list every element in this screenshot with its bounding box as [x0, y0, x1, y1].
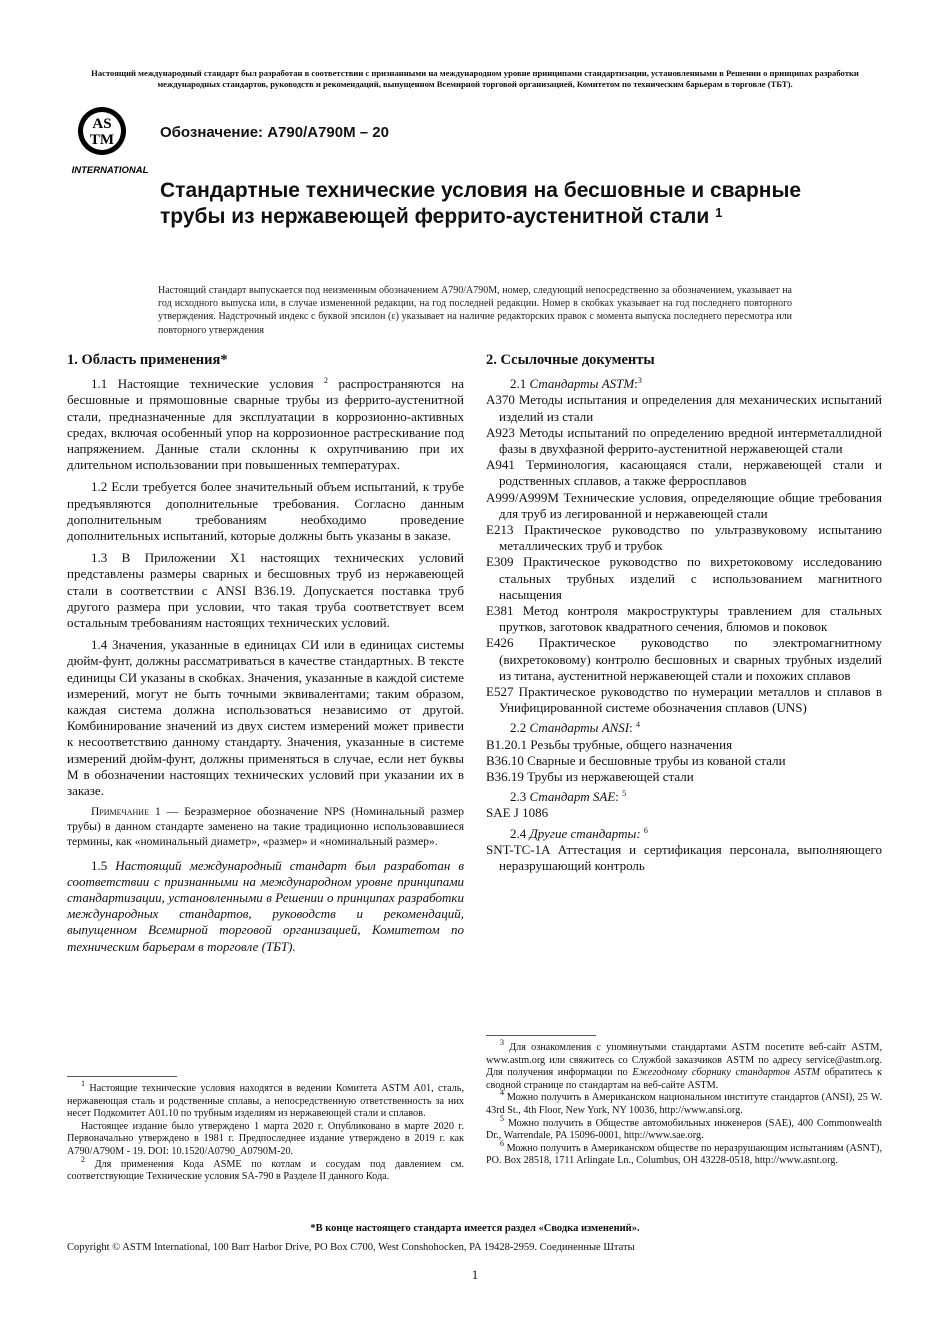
footnote-4	[486, 1088, 882, 1117]
paragraph-1-5	[67, 858, 464, 955]
subsection-sae-title: Стандарт SAE	[529, 789, 616, 805]
note-1	[67, 805, 464, 849]
ansi-reference-list	[486, 737, 882, 786]
issuance-statement: Настоящий стандарт выпускается под неизменным обозначением A790/A790M, номер, следующий непосредственно за обозначением, указывает на год исходного выпуска или, в случае измененной редакции, на год последней редакции. Номер в скобках указывает на год последнего повторного утверждения. Надстрочный индекс с буквой эпсилон (ε) указывает на наличие редакторских правок с момента выпуска последнего пересмотра или повторного утверждения	[158, 285, 792, 336]
subsection-ansi-number: 2.2	[510, 720, 530, 736]
footnote-2-number: 2	[81, 1154, 85, 1164]
section-1-heading: 1. Область применения*	[67, 352, 228, 368]
reference-item: A370 Методы испытания и определения для механических испытаний изделий из стали	[486, 392, 882, 424]
right-column	[486, 352, 882, 874]
subsection-astm: 2.1 Стандарты ASTM:$^3$	[510, 376, 642, 392]
development-notice: Настоящий международный стандарт был разработан в соответствии с признанными на международном уровне принципами стандартизации, установленными в Решении о принципах разработки международных стандартов, руководств и рекомендаций, выпущенном Всемирной торговой организацией, Комитетом по техническим барьерам в торговле (ТБТ).	[91, 68, 859, 89]
subsection-astm-number: 2.1	[510, 376, 530, 392]
footnote-4-number: 4	[500, 1088, 504, 1098]
subsection-sae: 2.3 Стандарт SAE: $^5$	[510, 789, 627, 805]
paragraph-1-1-rest: распространяются на бесшовные и прямошовные сварные трубы из феррито-аустенитной стали, предназначенные для эксплуатации в коррозионно-активных средах, включая особенный упор на коррозионное растрескивание под напряжением. Данные стали склонны к охрупчиванию при их длительном использовании при повышенных температурах.	[67, 376, 464, 473]
reference-item: B36.19 Трубы из нержавеющей стали	[486, 769, 694, 785]
footnote-5-number: 5	[500, 1113, 504, 1123]
svg-text:TM: TM	[89, 132, 115, 148]
subsection-other	[486, 826, 882, 842]
note-text: — Безразмерное обозначение NPS (Номинальный размер трубы) в данном стандарте заменено на такие традиционно использовавшиеся термины, как «номинальный диаметр», «размер» и «номинальный размер».	[67, 806, 464, 848]
reference-item: SAE J 1086	[486, 805, 549, 821]
reference-item: SNT-TC-1A Аттестация и сертификация персонала, выполняющего неразрушающий контроль	[486, 841, 882, 874]
footnote-3-number: 3	[500, 1038, 504, 1047]
footnote-ref-6: 6	[643, 825, 648, 835]
copyright: Copyright © ASTM International, 100 Barr Harbor Drive, PO Box C700, West Conshohocken, PA 19428-2959. Соединенные Штаты	[67, 1242, 635, 1253]
reference-item: A999/A999M Технические условия, определяющие общие требования для труб из легированной и нержавеющей стали	[486, 489, 882, 521]
reference-item: E381 Метод контроля макроструктуры травлением для стальных прутков, заготовок квадратного сечения, блюмов и поковок	[486, 603, 882, 635]
footnote-ref-5: 5	[622, 789, 627, 799]
section-2-heading: 2. Ссылочные документы	[486, 352, 655, 368]
footnote-5	[486, 1113, 882, 1143]
page-number: 1	[471, 1267, 479, 1282]
footnote-4-text: Можно получить в Американском национальном институте стандартов (ANSI), 25 W. 43rd St., 4th Floor, New York, NY 10036, http://www.ansi.org.	[486, 1092, 882, 1116]
reference-item: B36.10 Сварные и бесшовные трубы из кованой стали	[486, 752, 786, 768]
astm-reference-list	[486, 392, 882, 716]
paragraph-1-3: 1.3 В Приложении X1 настоящих технических условий представлены размеры сварных и бесшовных труб из нержавеющей стали в соответствии с ANSI B36.19. Допускается поставка труб другого размера при условии, что такая труба соответствует всем остальным требованиям настоящих технических условий.	[67, 550, 464, 631]
reference-item: A941 Терминология, касающаяся стали, нержавеющей стали и родственных сплавов, а также ферросплавов	[486, 457, 882, 489]
footnote-6-text: Можно получить в Американском обществе по неразрушающим испытаниям (ASNT), PO. Box 28518, 1711 Arlingate Ln., Columbus, OH 43228-0518, http://www.asnt.org.	[486, 1142, 882, 1167]
footnotes-right	[486, 1035, 882, 1168]
title-text: Стандартные технические условия на бесшовные и сварные трубы из нержавеющей феррито-аустенитной стали	[160, 179, 802, 228]
footnote-1-edition: Настоящее издание было утверждено 1 марта 2020 г. Опубликовано в марте 2020 г. Первоначально утверждено в 1981 г. Предпоследнее издание утверждено в 2019 г. как A790/A790M - 19. DOI: 10.1520/A0790_A0790M-20.	[67, 1120, 464, 1157]
astm-logo-icon	[66, 104, 152, 176]
document-title	[160, 178, 860, 230]
footnote-ref-2: 2	[324, 376, 329, 386]
note-label: Примечание 1	[91, 806, 161, 819]
footnote-6-number: 6	[500, 1138, 504, 1148]
footnote-ref-3: 3	[637, 376, 642, 386]
footnote-1	[67, 1079, 464, 1121]
reference-item: E426 Практическое руководство по электромагнитному (вихретоковому) контролю бесшовных и сварных трубных изделий из титана, аустенитной нержавеющей стали и похожих сплавов	[486, 635, 882, 683]
paragraph-1-1-start: 1.1 Настоящие технические условия	[91, 376, 314, 392]
footnote-3-text-start: Для ознакомления с упомянутыми стандартами ASTM посетите веб-сайт ASTM, www.astm.org или свяжитесь со Службой заказчиков ASTM по адресу service@astm.org. Для получения информации по	[486, 1042, 882, 1079]
footnote-3	[486, 1038, 882, 1092]
footnote-2	[67, 1154, 464, 1184]
reference-item: B1.20.1 Резьбы трубные, общего назначения	[486, 736, 733, 752]
footnote-divider	[486, 1035, 596, 1036]
paragraph-1-5-text: Настоящий международный стандарт был разработан в соответствии с признанными на международном уровне принципами стандартизации, установленными в Решении о принципах разработки международных стандартов, руководств и рекомендаций, выпущенном Всемирной торговой организацией, Комитетом по техническим барьерам в торговле (ТБТ).	[67, 857, 465, 954]
footnote-2-text: Для применения Кода ASME по котлам и сосудам под давлением см. соответствующие Технические условия SA-790 в Разделе II данного Кода.	[67, 1158, 464, 1183]
reference-item: E309 Практическое руководство по вихретоковому исследованию стальных трубных изделий с использованием магнитного насыщения	[486, 554, 882, 602]
title-footnote-ref: 1	[715, 205, 723, 220]
subsection-astm-title: Стандарты ASTM	[529, 376, 635, 392]
subsection-ansi-title: Стандарты ANSI	[529, 720, 630, 736]
svg-text:AS: AS	[92, 116, 112, 132]
subsection-ansi: 2.2 Стандарты ANSI: $^4$	[510, 720, 641, 736]
paragraph-1-1	[67, 376, 464, 473]
footnote-divider	[67, 1076, 177, 1077]
footnote-1-number: 1	[81, 1079, 85, 1088]
footnote-3-italic: Ежегодному сборнику стандартов ASTM	[632, 1067, 820, 1079]
footnote-6	[486, 1138, 882, 1168]
footnotes-left	[67, 1076, 464, 1184]
reference-item: E527 Практическое руководство по нумерации металлов и сплавов в Унифицированной системе обозначения сплавов (UNS)	[486, 684, 882, 716]
reference-item: E213 Практическое руководство по ультразвуковому испытанию металлических труб и трубок	[486, 522, 882, 554]
footnote-ref-4: 4	[636, 720, 641, 730]
footnote-5-text: Можно получить в Обществе автомобильных инженеров (SAE), 400 Commonwealth Dr., Warrendale, PA 15096-0001, http://www.sae.org.	[486, 1117, 882, 1142]
summary-of-changes-note: *В конце настоящего стандарта имеется раздел «Сводка изменений».	[310, 1223, 640, 1234]
footnote-3-text-end: обратитесь к сводной странице по стандартам на веб-сайте ASTM.	[486, 1067, 882, 1091]
paragraph-1-5-number: 1.5	[91, 857, 116, 873]
subsection-sae-number: 2.3	[510, 789, 530, 805]
reference-item: A923 Методы испытаний по определению вредной интерметаллидной фазы в двухфазной феррито-аустенитной нержавеющей стали	[486, 424, 882, 457]
subsection-other-number: 2.4	[510, 825, 530, 841]
designation: Обозначение: A790/A790M – 20	[160, 124, 389, 141]
left-column	[67, 352, 464, 961]
subsection-other-title: Другие стандарты:	[529, 825, 641, 841]
astm-logo	[66, 104, 152, 176]
paragraph-1-2: 1.2 Если требуется более значительный объем испытаний, к трубе предъявляются дополнительные требования. Согласно данным дополнительным требованиям необходимо проведение дополнительных испытаний, которые должны быть указаны в заказе.	[67, 479, 464, 544]
paragraph-1-4: 1.4 Значения, указанные в единицах СИ или в единицах системы дюйм-фунт, должны рассматриваться в качестве стандартных. В тексте единицы СИ указаны в скобках. Значения, указанные в каждой системе измерений, могут не быть точными эквивалентами; таким образом, каждая система должна использоваться независимо от другой. Комбинирование значений из двух систем измерений может привести к несоответствию данному стандарту. Значения, указанные в системе измерений дюйм-фунт, должны применяться в случае, если нет буквы М в обозначении настоящих технических условий при указании их в заказе.	[67, 637, 464, 799]
logo-text: INTERNATIONAL	[71, 165, 149, 176]
footnote-1-text: Настоящие технические условия находятся в ведении Комитета ASTM A01, сталь, нержавеющая сталь и родственные сплавы, а непосредственную ответственность за них несет Подкомитет A01.10 по трубным изделиям из нержавеющей стали и сплавов.	[67, 1083, 464, 1120]
